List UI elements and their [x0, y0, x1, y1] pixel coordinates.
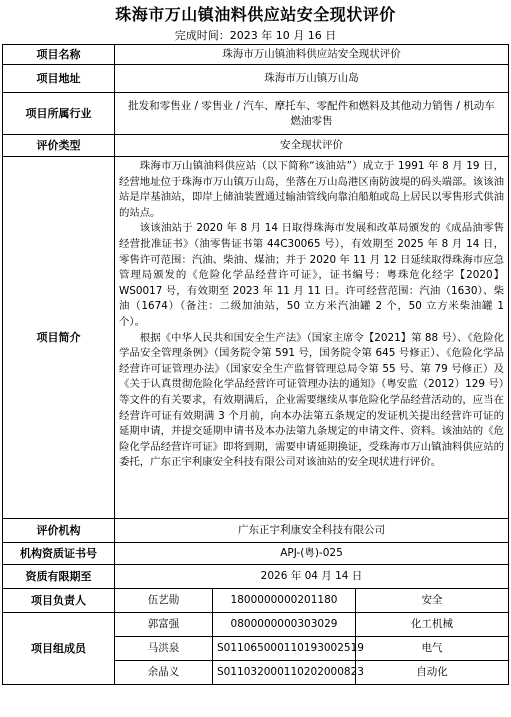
members-label: 项目组成员 [3, 613, 115, 685]
row-intro [3, 157, 509, 519]
project-info-table [2, 44, 509, 685]
project-address-label: 项目地址 [3, 65, 115, 93]
cert-expiry-label: 资质有限期至 [3, 565, 115, 589]
leader-label: 项目负责人 [3, 589, 115, 613]
intro-label: 项目简介 [3, 157, 115, 519]
member-name: 马洪泉 [115, 637, 213, 661]
row-member-1 [3, 613, 509, 637]
cert-expiry-value: 2026 年 04 月 14 日 [115, 565, 509, 589]
member-cert: S011065000110193002519 [213, 637, 356, 661]
member-field: 自动化 [356, 661, 509, 685]
project-name-value: 珠海市万山镇油料供应站安全现状评价 [115, 45, 509, 65]
member-name: 余晶义 [115, 661, 213, 685]
leader-cert: 1800000000201180 [213, 589, 356, 613]
eval-type-value: 安全现状评价 [115, 135, 509, 157]
project-address-value: 珠海市万山镇万山岛 [115, 65, 509, 93]
intro-content [115, 157, 509, 519]
member-cert: 0800000000303029 [213, 613, 356, 637]
eval-type-label: 评价类型 [3, 135, 115, 157]
industry-label: 项目所属行业 [3, 93, 115, 135]
row-industry [3, 93, 509, 135]
member-field: 电气 [356, 637, 509, 661]
industry-value: 批发和零售业 / 零售业 / 汽车、摩托车、零配件和燃料及其他动力销售 / 机动车燃油零售 [115, 93, 509, 135]
document-title: 珠海市万山镇油料供应站安全现状评价 [115, 5, 396, 24]
row-eval-type [3, 135, 509, 157]
agency-value: 广东正宇利康安全科技有限公司 [115, 519, 509, 543]
row-project-address [3, 65, 509, 93]
intro-paragraph-1: 珠海市万山镇油料供应站（以下简称“该油站”）成立于 1991 年 8 月 19 日，经营地址位于珠海市万山镇万山岛，坐落在万山岛港区南防波堤的码头端部。该该油站是岸基油站，即岸上储油装置通过输油管线向靠泊船舶或岛上居民以零售形式供油的站点。 [119, 160, 504, 219]
member-field: 化工机械 [356, 613, 509, 637]
intro-paragraph-3: 根据《中华人民共和国安全生产法》（国家主席令【2021】第 88 号）、《危险化学品安全管理条例》（国务院令第 591 号，国务院令第 645 号修正）、《危险化学品经营许可证管理办法》（国家安全生产监督管理总局令第 55 号、第 79 号修正）及《关于认真贯彻危险化学品经营许可证管理办法的通知》（粤安监（2012）129 号）等文件的有关要求，有效期满后，企业需要继续从事危险化学品经营活动的，应当在经营许可证有效期满 3 个月前，向本办法第五条规定的发证机关提出经营许可证的延期申请，并提交延期申请书及本办法第九条规定的申请文件、资料。该油站的《危险化学品经营许可证》即将到期，需要申请延期换证，受珠海市万山镇油料供应站的委托，广东正宇利康安全科技有限公司对该油站的安全现状进行评价。 [119, 331, 504, 469]
leader-name: 伍艺勋 [115, 589, 213, 613]
agency-label: 评价机构 [3, 519, 115, 543]
cert-no-label: 机构资质证书号 [3, 543, 115, 565]
leader-field: 安全 [356, 589, 509, 613]
row-cert-no [3, 543, 509, 565]
intro-paragraph-2: 该该油站于 2020 年 8 月 14 日取得珠海市发展和改革局颁发的《成品油零售经营批准证书》（油零售证书第 44C30065 号），有效期至 2025 年 8 月 14 日，零售许可范围：汽油、柴油、煤油；并于 2020 年 11 月 12 日延续取得珠海市应急管理局颁发的《危险化学品经营许可证》，证书编号：粤珠危化经字【2020】WS0017 号，有效期至 2023 年 11 月 11 日。许可经营范围：汽油（1630）、柴油（1674）（备注：二级加油站，50 立方米汽油罐 2 个，50 立方米柴油罐 1 个）。 [119, 222, 504, 328]
project-name-label: 项目名称 [3, 45, 115, 65]
member-cert: S011032000110202000823 [213, 661, 356, 685]
member-name: 郭富强 [115, 613, 213, 637]
completion-date: 完成时间：2023 年 10 月 16 日 [174, 29, 337, 42]
row-project-name [3, 45, 509, 65]
row-leader [3, 589, 509, 613]
cert-no-value: APJ-(粤)-025 [115, 543, 509, 565]
row-cert-expiry [3, 565, 509, 589]
row-agency [3, 519, 509, 543]
